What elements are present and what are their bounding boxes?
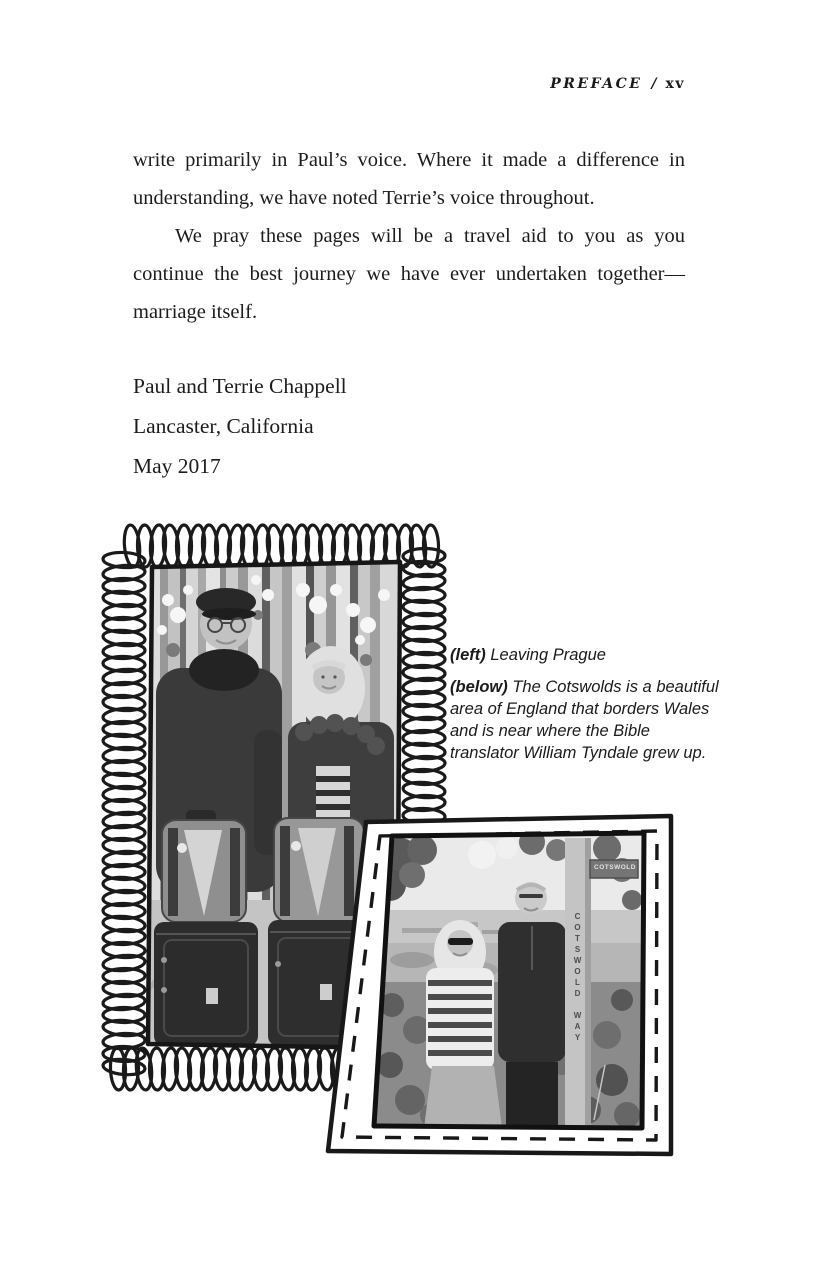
running-header xyxy=(550,76,685,92)
signature-date: May 2017 xyxy=(133,454,221,478)
signature-location: Lancaster, California xyxy=(133,414,314,438)
signature-authors: Paul and Terrie Chappell xyxy=(133,374,347,398)
caption-text: Leaving Prague xyxy=(490,646,606,664)
page-number: xv xyxy=(665,76,685,92)
caption-below-photo xyxy=(450,676,722,764)
cotswolds-photo xyxy=(374,829,646,1129)
cotswold-way-post-text: COTSWOLD WAY xyxy=(573,912,582,1044)
chapter-title: PREFACE xyxy=(550,76,643,92)
caption-label: (left) xyxy=(450,646,486,664)
cotswolds-photo-figure xyxy=(322,810,678,1162)
photo-captions xyxy=(450,644,722,764)
paragraph-closing: We pray these pages will be a travel aid to you as you continue the best journey we have ever undertaken together—marriage itself. xyxy=(133,225,685,323)
cotswold-sign-board-text: COTSWOLD xyxy=(594,864,636,871)
caption-text: The Cotswolds is a beautiful area of England that borders Wales and is near where the Bible translator William Tyndale grew up. xyxy=(450,678,719,762)
caption-label: (below) xyxy=(450,678,508,696)
header-separator: / xyxy=(651,76,657,92)
body-text xyxy=(133,141,685,331)
caption-left-photo xyxy=(450,644,722,666)
paragraph-continued: write primarily in Paul’s voice. Where it made a difference in understanding, we have noted Terrie’s voice throughout. xyxy=(133,149,685,209)
signature-block xyxy=(133,366,347,486)
